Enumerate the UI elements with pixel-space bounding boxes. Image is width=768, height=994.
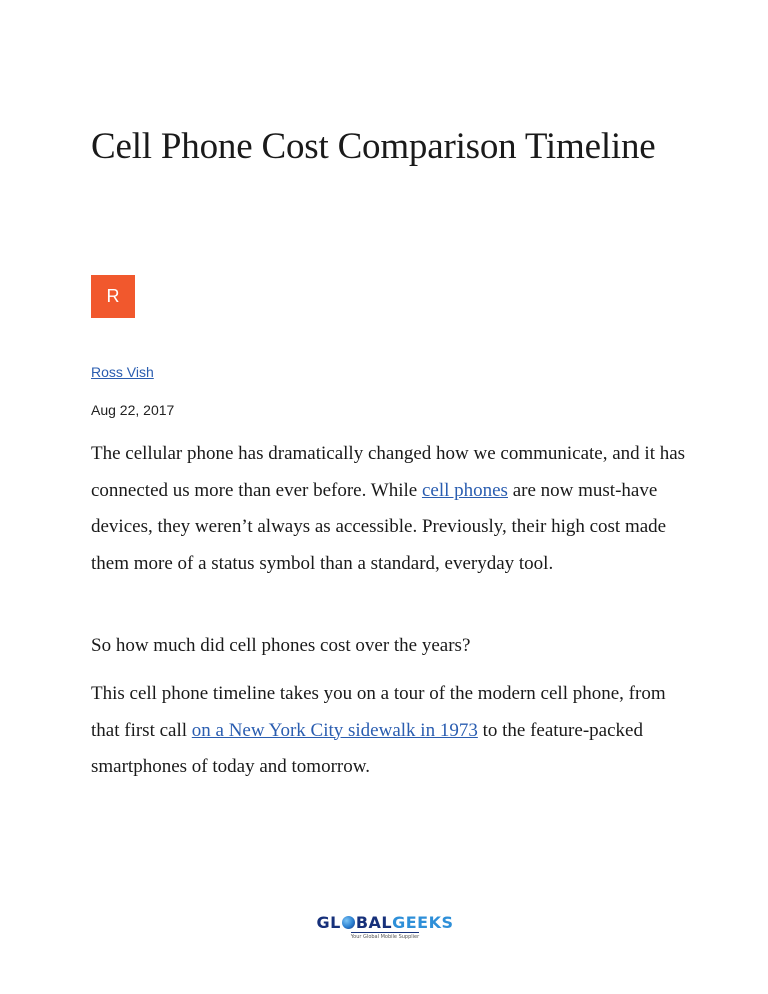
- timeline-text-start: This cell phone timeline takes you on a tour of the modern cell phone, from that first call: [91, 683, 666, 741]
- globe-icon: [342, 916, 355, 929]
- nyc-sidewalk-link[interactable]: on a New York City sidewalk in 1973: [191, 719, 478, 741]
- question-paragraph: So how much did cell phones cost over the years?: [91, 635, 471, 656]
- author-link[interactable]: Ross Vish: [91, 364, 154, 380]
- cell-phones-link[interactable]: cell phones: [421, 479, 508, 501]
- globalgeeks-logo: [314, 914, 456, 942]
- logo-tagline: Your Global Mobile Supplier: [350, 934, 420, 940]
- author-avatar[interactable]: [91, 275, 135, 318]
- avatar-letter: R: [106, 286, 120, 306]
- timeline-text-end: to the feature-packed smartphones of today and tomorrow.: [91, 719, 643, 777]
- logo-wordmark: GL BALGEEKS: [316, 913, 454, 932]
- intro-paragraph: [91, 436, 691, 582]
- intro-text-end: are now must-have devices, they weren’t always as accessible. Previously, their high cost made them more of a status symbol than a standard, everyday tool.: [91, 479, 667, 574]
- publish-date: Aug 22, 2017: [91, 402, 175, 418]
- timeline-paragraph: [91, 676, 691, 786]
- article-title: Cell Phone Cost Comparison Timeline: [91, 126, 656, 167]
- intro-text-start: The cellular phone has dramatically changed how we communicate, and it has connected us more than ever before. While: [91, 443, 686, 501]
